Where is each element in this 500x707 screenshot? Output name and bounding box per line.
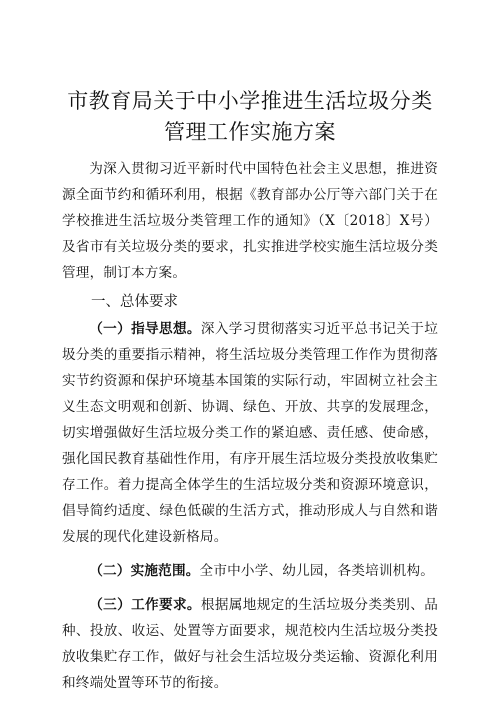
item-guiding-ideology-lead: （一）指导思想。 — [89, 321, 201, 337]
item-work-requirements — [62, 592, 438, 696]
item-implementation-scope-body: 全市中小学、幼儿园，各类培训机构。 — [199, 563, 435, 579]
item-implementation-scope-lead: （二）实施范围。 — [89, 563, 200, 579]
item-guiding-ideology-body: 深入学习贯彻落实习近平总书记关于垃圾分类的重要指示精神，将生活垃圾分类管理工作作为贯彻落实节约资源和保护环境基本国策的实际行动，牢固树立社会主义生态文明观和创新、协调、绿色、开放、共享的发展理念，切实增强做好生活垃圾分类工作的紧迫感、责任感、使命感，强化国民教育基础性作用，有序开展生活垃圾分类投放收集贮存工作。着力提高全体学生的生活垃圾分类和资源环境意识，倡导简约适度、绿色低碳的生活方式，推动形成人与自然和谐发展的现代化建设新格局。 — [62, 321, 438, 545]
item-work-requirements-body: 根据属地规定的生活垃圾分类类别、品种、投放、收运、处置等方面要求，规范校内生活垃圾分类投放收集贮存工作，做好与社会生活垃圾分类运输、资源化利用和终端处置等环节的衔接。 — [62, 597, 438, 691]
document-title: 市教育局关于中小学推进生活垃圾分类管理工作实施方案 — [67, 89, 433, 144]
item-implementation-scope — [62, 558, 438, 584]
intro-paragraph: 为深入贯彻习近平新时代中国特色社会主义思想，推进资源全面节约和循环利用，根据《教育部办公厅等六部门关于在学校推进生活垃圾分类管理工作的通知》（X〔2018〕X号）及省市有关垃圾分类的要求，扎实推进学校实施生活垃圾分类管理，制订本方案。 — [62, 161, 438, 281]
section-heading-general-requirements: 一、总体要求 — [91, 294, 178, 310]
item-work-requirements-lead: （三）工作要求。 — [89, 597, 201, 613]
item-guiding-ideology — [62, 316, 438, 550]
